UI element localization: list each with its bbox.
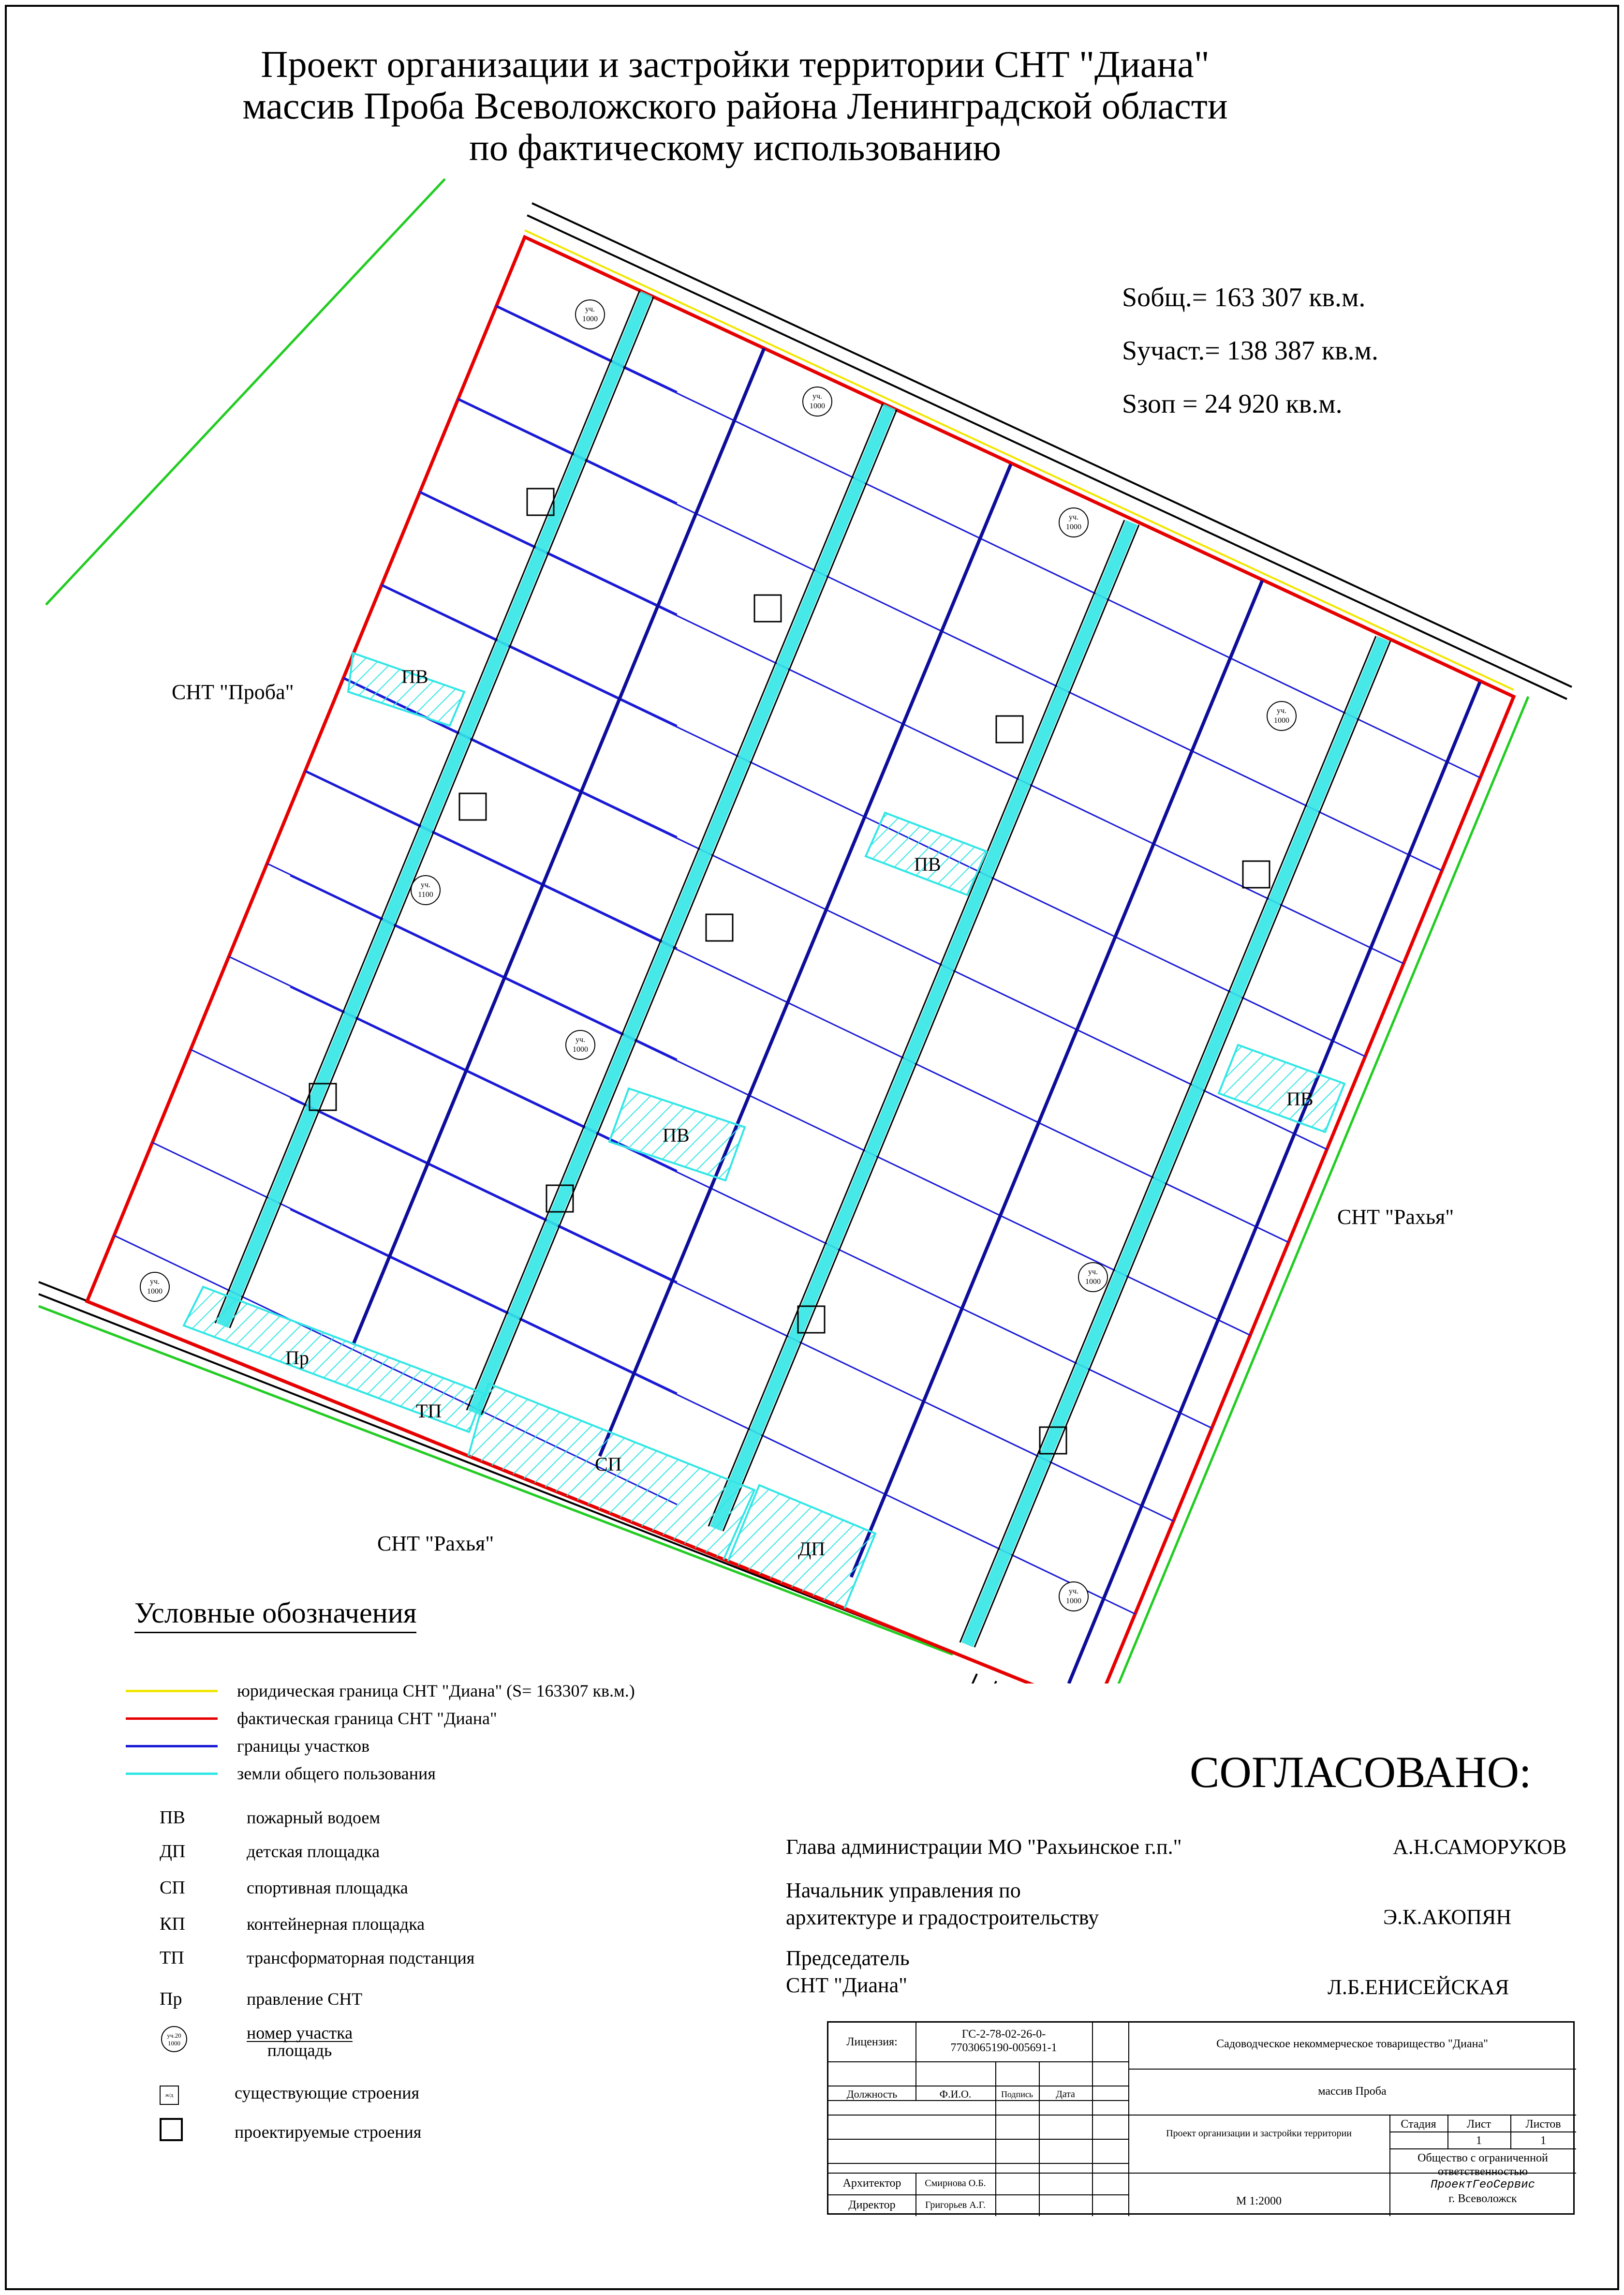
legend-abbr-pv: ПВ пожарный водоем	[160, 1807, 381, 1828]
license-label: Лицензия:	[846, 2036, 898, 2048]
legend-abbr-pr: Пр правление СНТ	[160, 1989, 363, 2009]
license-number: ГС-2-78-02-26-0- 7703065190-005691-1	[950, 2028, 1057, 2054]
sheets-label: Листов	[1525, 2118, 1561, 2131]
svg-text:уч.: уч.	[812, 392, 823, 401]
legend-line-common: земли общего пользования	[126, 1761, 436, 1786]
legend-abbr-dp: ДП детская площадка	[160, 1841, 380, 1862]
svg-text:1000: 1000	[573, 1045, 588, 1054]
svg-text:уч.20: уч.20	[167, 2032, 181, 2039]
neighbor-label-west: СНТ "Проба"	[172, 680, 294, 704]
svg-text:1000: 1000	[810, 402, 825, 410]
area-common: Sзоп = 24 920 кв.м.	[1122, 389, 1343, 419]
org-name: Садоводческое некоммерческое товарищество "Диана"	[1216, 2038, 1488, 2050]
title-line-3: по фактическому использованию	[469, 126, 1001, 168]
pr-label: Пр	[285, 1347, 309, 1369]
col-position: Должность	[846, 2088, 898, 2100]
stage-label: Стадия	[1401, 2118, 1436, 2131]
legend-plot-number: уч.20 1000 номер участка площадь	[160, 2025, 353, 2058]
legend-title: Условные обозначения	[134, 1596, 416, 1633]
svg-text:уч.: уч.	[149, 1278, 160, 1286]
plot-marker	[1059, 508, 1088, 537]
pv-label-north: ПВ	[914, 853, 941, 875]
approval-heading: СОГЛАСОВАНО:	[1190, 1747, 1532, 1797]
plot-marker	[576, 300, 605, 329]
architect-role: Архитектор	[842, 2177, 901, 2190]
plot-number-symbol	[160, 2025, 189, 2054]
massif-name: массив Проба	[1318, 2085, 1387, 2098]
col-sign: Подпись	[1001, 2089, 1033, 2099]
svg-text:1000: 1000	[1274, 716, 1289, 725]
dp-label: ДП	[798, 1538, 826, 1560]
svg-text:уч.: уч.	[1068, 513, 1079, 522]
title-line-1: Проект организации и застройки территории СНТ "Диана"	[261, 43, 1210, 85]
existing-building-symbol: ж/д	[160, 2086, 179, 2105]
pv-label-east: ПВ	[1286, 1088, 1314, 1110]
svg-text:1000: 1000	[1066, 1597, 1081, 1605]
svg-text:1000: 1000	[168, 2040, 180, 2047]
title-block	[827, 2021, 1575, 2215]
sheet-value: 1	[1476, 2134, 1482, 2147]
svg-text:уч.: уч.	[1276, 707, 1287, 715]
svg-text:1000: 1000	[1085, 1278, 1101, 1286]
svg-text:1000: 1000	[147, 1287, 162, 1296]
svg-text:1100: 1100	[418, 891, 433, 899]
legend-abbr-tp: ТП трансформаторная подстанция	[160, 1948, 475, 1968]
legend-swatch	[126, 1773, 218, 1775]
neighbor-label-south: СНТ "Рахья"	[377, 1532, 494, 1555]
legend-line-plots: границы участков	[126, 1734, 369, 1758]
svg-text:уч.: уч.	[420, 881, 431, 889]
company-block: Общество с ограниченной ответственностью ПроектГеоСервис г. Всеволожск	[1417, 2152, 1548, 2205]
plot-marker	[1078, 1263, 1107, 1292]
svg-text:уч.: уч.	[575, 1036, 586, 1044]
plot-marker	[566, 1030, 595, 1059]
neighbor-line-west	[46, 179, 445, 605]
legend-projected: проектируемые строения	[160, 2118, 421, 2146]
pv-label-center: ПВ	[663, 1124, 690, 1146]
approval-name-3: Л.Б.ЕНИСЕЙСКАЯ	[1328, 1975, 1509, 1999]
legend-abbr-sp: СП спортивная площадка	[160, 1878, 408, 1898]
approval-role-2: Начальник управления по архитектуре и градостроительству	[786, 1878, 1099, 1929]
legend-swatch	[126, 1745, 218, 1747]
area-total: Sобщ.= 163 307 кв.м.	[1122, 283, 1366, 313]
plot-marker	[1267, 701, 1296, 730]
svg-text:уч.: уч.	[585, 305, 595, 313]
architect-name: Смирнова О.Б.	[925, 2178, 986, 2189]
plot-marker	[411, 876, 440, 905]
sheets-value: 1	[1540, 2134, 1546, 2147]
svg-text:1000: 1000	[1066, 523, 1081, 531]
plot-marker	[1059, 1582, 1088, 1611]
plot-marker	[140, 1272, 169, 1301]
sheet-label: Лист	[1466, 2118, 1491, 2131]
legend-line-legal: юридическая граница СНТ "Диана" (S= 163307 кв.м.)	[126, 1679, 635, 1703]
tp-label: ТП	[416, 1400, 442, 1422]
area-plots: Sучаст.= 138 387 кв.м.	[1122, 336, 1378, 366]
plot-marker	[803, 387, 832, 416]
approval-role-3: Председатель СНТ "Диана"	[786, 1946, 910, 1997]
scale: М 1:2000	[1236, 2195, 1282, 2207]
projected-building-symbol	[160, 2118, 183, 2141]
approval-name-1: А.Н.САМОРУКОВ	[1393, 1835, 1567, 1859]
legend-swatch	[126, 1690, 218, 1692]
actual-border	[87, 237, 1514, 1684]
col-name: Ф.И.О.	[939, 2088, 972, 2100]
legend-abbr-kp: КП контейнерная площадка	[160, 1914, 425, 1934]
svg-text:уч.: уч.	[1068, 1587, 1079, 1595]
legend-existing: ж/д существующие строения	[160, 2080, 419, 2105]
approval-name-2: Э.К.АКОПЯН	[1383, 1905, 1512, 1929]
svg-text:1000: 1000	[582, 315, 598, 323]
col-date: Дата	[1056, 2089, 1075, 2100]
legend-line-actual: фактическая граница СНТ "Диана"	[126, 1706, 497, 1730]
project-name: Проект организации и застройки территории	[1166, 2128, 1352, 2139]
pv-label-west: ПВ	[401, 666, 428, 687]
director-name: Григорьев А.Г.	[925, 2200, 986, 2210]
legend-swatch	[126, 1717, 218, 1720]
director-role: Директор	[848, 2199, 896, 2211]
title-line-2: массив Проба Всеволожского района Ленинградской области	[242, 85, 1228, 127]
approval-role-1: Глава администрации МО "Рахьинское г.п."	[786, 1835, 1182, 1859]
neighbor-label-east: СНТ "Рахья"	[1337, 1205, 1454, 1229]
sp-label: СП	[595, 1453, 622, 1475]
svg-text:уч.: уч.	[1088, 1268, 1098, 1276]
